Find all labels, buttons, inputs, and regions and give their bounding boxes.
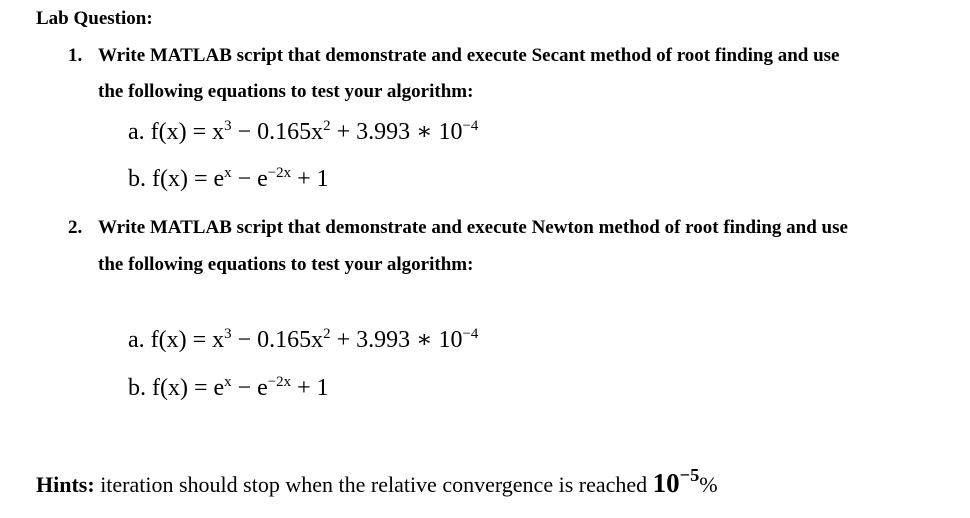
hints-line bbox=[36, 464, 718, 499]
equation-middle: − e bbox=[231, 375, 268, 401]
equation-label: b. bbox=[128, 166, 146, 192]
equation-lhs: f(x) = x bbox=[150, 119, 225, 145]
convergence-value bbox=[652, 464, 700, 498]
hints-label: Hints: bbox=[36, 472, 95, 497]
hints-text: iteration should stop when the relative convergence is reached bbox=[94, 472, 653, 497]
question-1-text-line1: Write MATLAB script that demonstrate and execute Secant method of root finding and use bbox=[98, 45, 840, 66]
equation-rest: + 1 bbox=[291, 375, 329, 401]
exponent: 3 bbox=[224, 117, 232, 134]
equation-middle: − 0.165x bbox=[231, 327, 324, 353]
question-2-text-line1: Write MATLAB script that demonstrate and execute Newton method of root finding and use bbox=[98, 217, 848, 238]
section-heading: Lab Question: bbox=[36, 8, 153, 29]
convergence-base: 10 bbox=[652, 468, 680, 498]
exponent: 3 bbox=[224, 325, 232, 342]
exponent: x bbox=[224, 373, 232, 390]
exponent: 2 bbox=[323, 325, 331, 342]
exponent: −2x bbox=[267, 373, 292, 390]
exponent: −4 bbox=[462, 325, 479, 342]
exponent: x bbox=[224, 164, 232, 181]
convergence-exponent: −5 bbox=[679, 464, 700, 485]
question-2-number: 2. bbox=[68, 217, 83, 238]
equation-lhs: f(x) = x bbox=[150, 327, 225, 353]
equation-lhs: f(x) = e bbox=[152, 375, 225, 401]
question-2-text-line2: the following equations to test your algorithm: bbox=[98, 254, 474, 275]
equation-label: b. bbox=[128, 375, 146, 401]
percent-sign: % bbox=[699, 472, 718, 497]
equation-label: a. bbox=[128, 119, 145, 145]
exponent: −4 bbox=[462, 117, 479, 134]
question-1-equation-a bbox=[128, 117, 478, 146]
equation-rest: + 3.993 ∗ 10 bbox=[330, 327, 463, 353]
equation-rest: + 3.993 ∗ 10 bbox=[330, 119, 463, 145]
question-2-equation-a bbox=[128, 325, 478, 354]
question-1-number: 1. bbox=[68, 45, 83, 66]
question-2-equation-b bbox=[128, 375, 329, 402]
question-1-equation-b bbox=[128, 166, 329, 193]
equation-middle: − e bbox=[231, 166, 268, 192]
exponent: −2x bbox=[267, 164, 292, 181]
equation-middle: − 0.165x bbox=[231, 119, 324, 145]
equation-rest: + 1 bbox=[291, 166, 329, 192]
exponent: 2 bbox=[323, 117, 331, 134]
equation-lhs: f(x) = e bbox=[152, 166, 225, 192]
equation-label: a. bbox=[128, 327, 145, 353]
question-1-text-line2: the following equations to test your algorithm: bbox=[98, 81, 474, 102]
